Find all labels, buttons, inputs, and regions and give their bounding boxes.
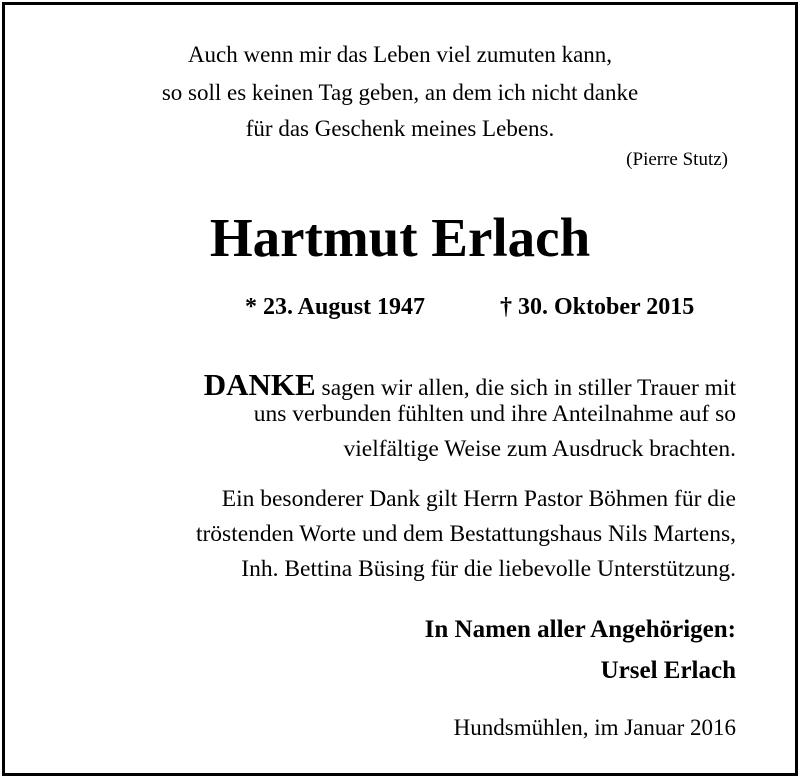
place-date: Hundsmühlen, im Januar 2016	[453, 715, 736, 740]
birth-date: * 23. August 1947	[245, 294, 426, 320]
thanks-line-1-text: sagen wir allen, die sich in stiller Trauer mit	[315, 375, 736, 401]
thanks-line-1	[204, 369, 736, 401]
thanks-line-2: uns verbunden fühlten und ihre Anteilnahme auf so	[253, 401, 736, 427]
thanks-line-5: tröstenden Worte und dem Bestattungshaus Nils Martens,	[195, 521, 736, 547]
signature-name: Ursel Erlach	[600, 657, 736, 684]
obituary-notice	[2, 2, 798, 776]
danke-word: DANKE	[203, 367, 316, 402]
deceased-name: Hartmut Erlach	[209, 207, 591, 268]
thanks-line-4: Ein besonderer Dank gilt Herrn Pastor Böhmen für die	[221, 486, 736, 512]
thanks-line-6: Inh. Bettina Büsing für die liebevolle Unterstützung.	[241, 556, 736, 582]
death-date: † 30. Oktober 2015	[500, 294, 695, 320]
quote-author: (Pierre Stutz)	[626, 149, 728, 170]
quote-line-2: so soll es keinen Tag geben, an dem ich nicht danke	[161, 80, 639, 105]
quote-line-1: Auch wenn mir das Leben viel zumuten kann,	[187, 42, 613, 67]
quote-line-3: für das Geschenk meines Lebens.	[245, 116, 555, 141]
signature-intro: In Namen aller Angehörigen:	[424, 616, 736, 643]
thanks-line-3: vielfältige Weise zum Ausdruck brachten.	[343, 436, 736, 462]
